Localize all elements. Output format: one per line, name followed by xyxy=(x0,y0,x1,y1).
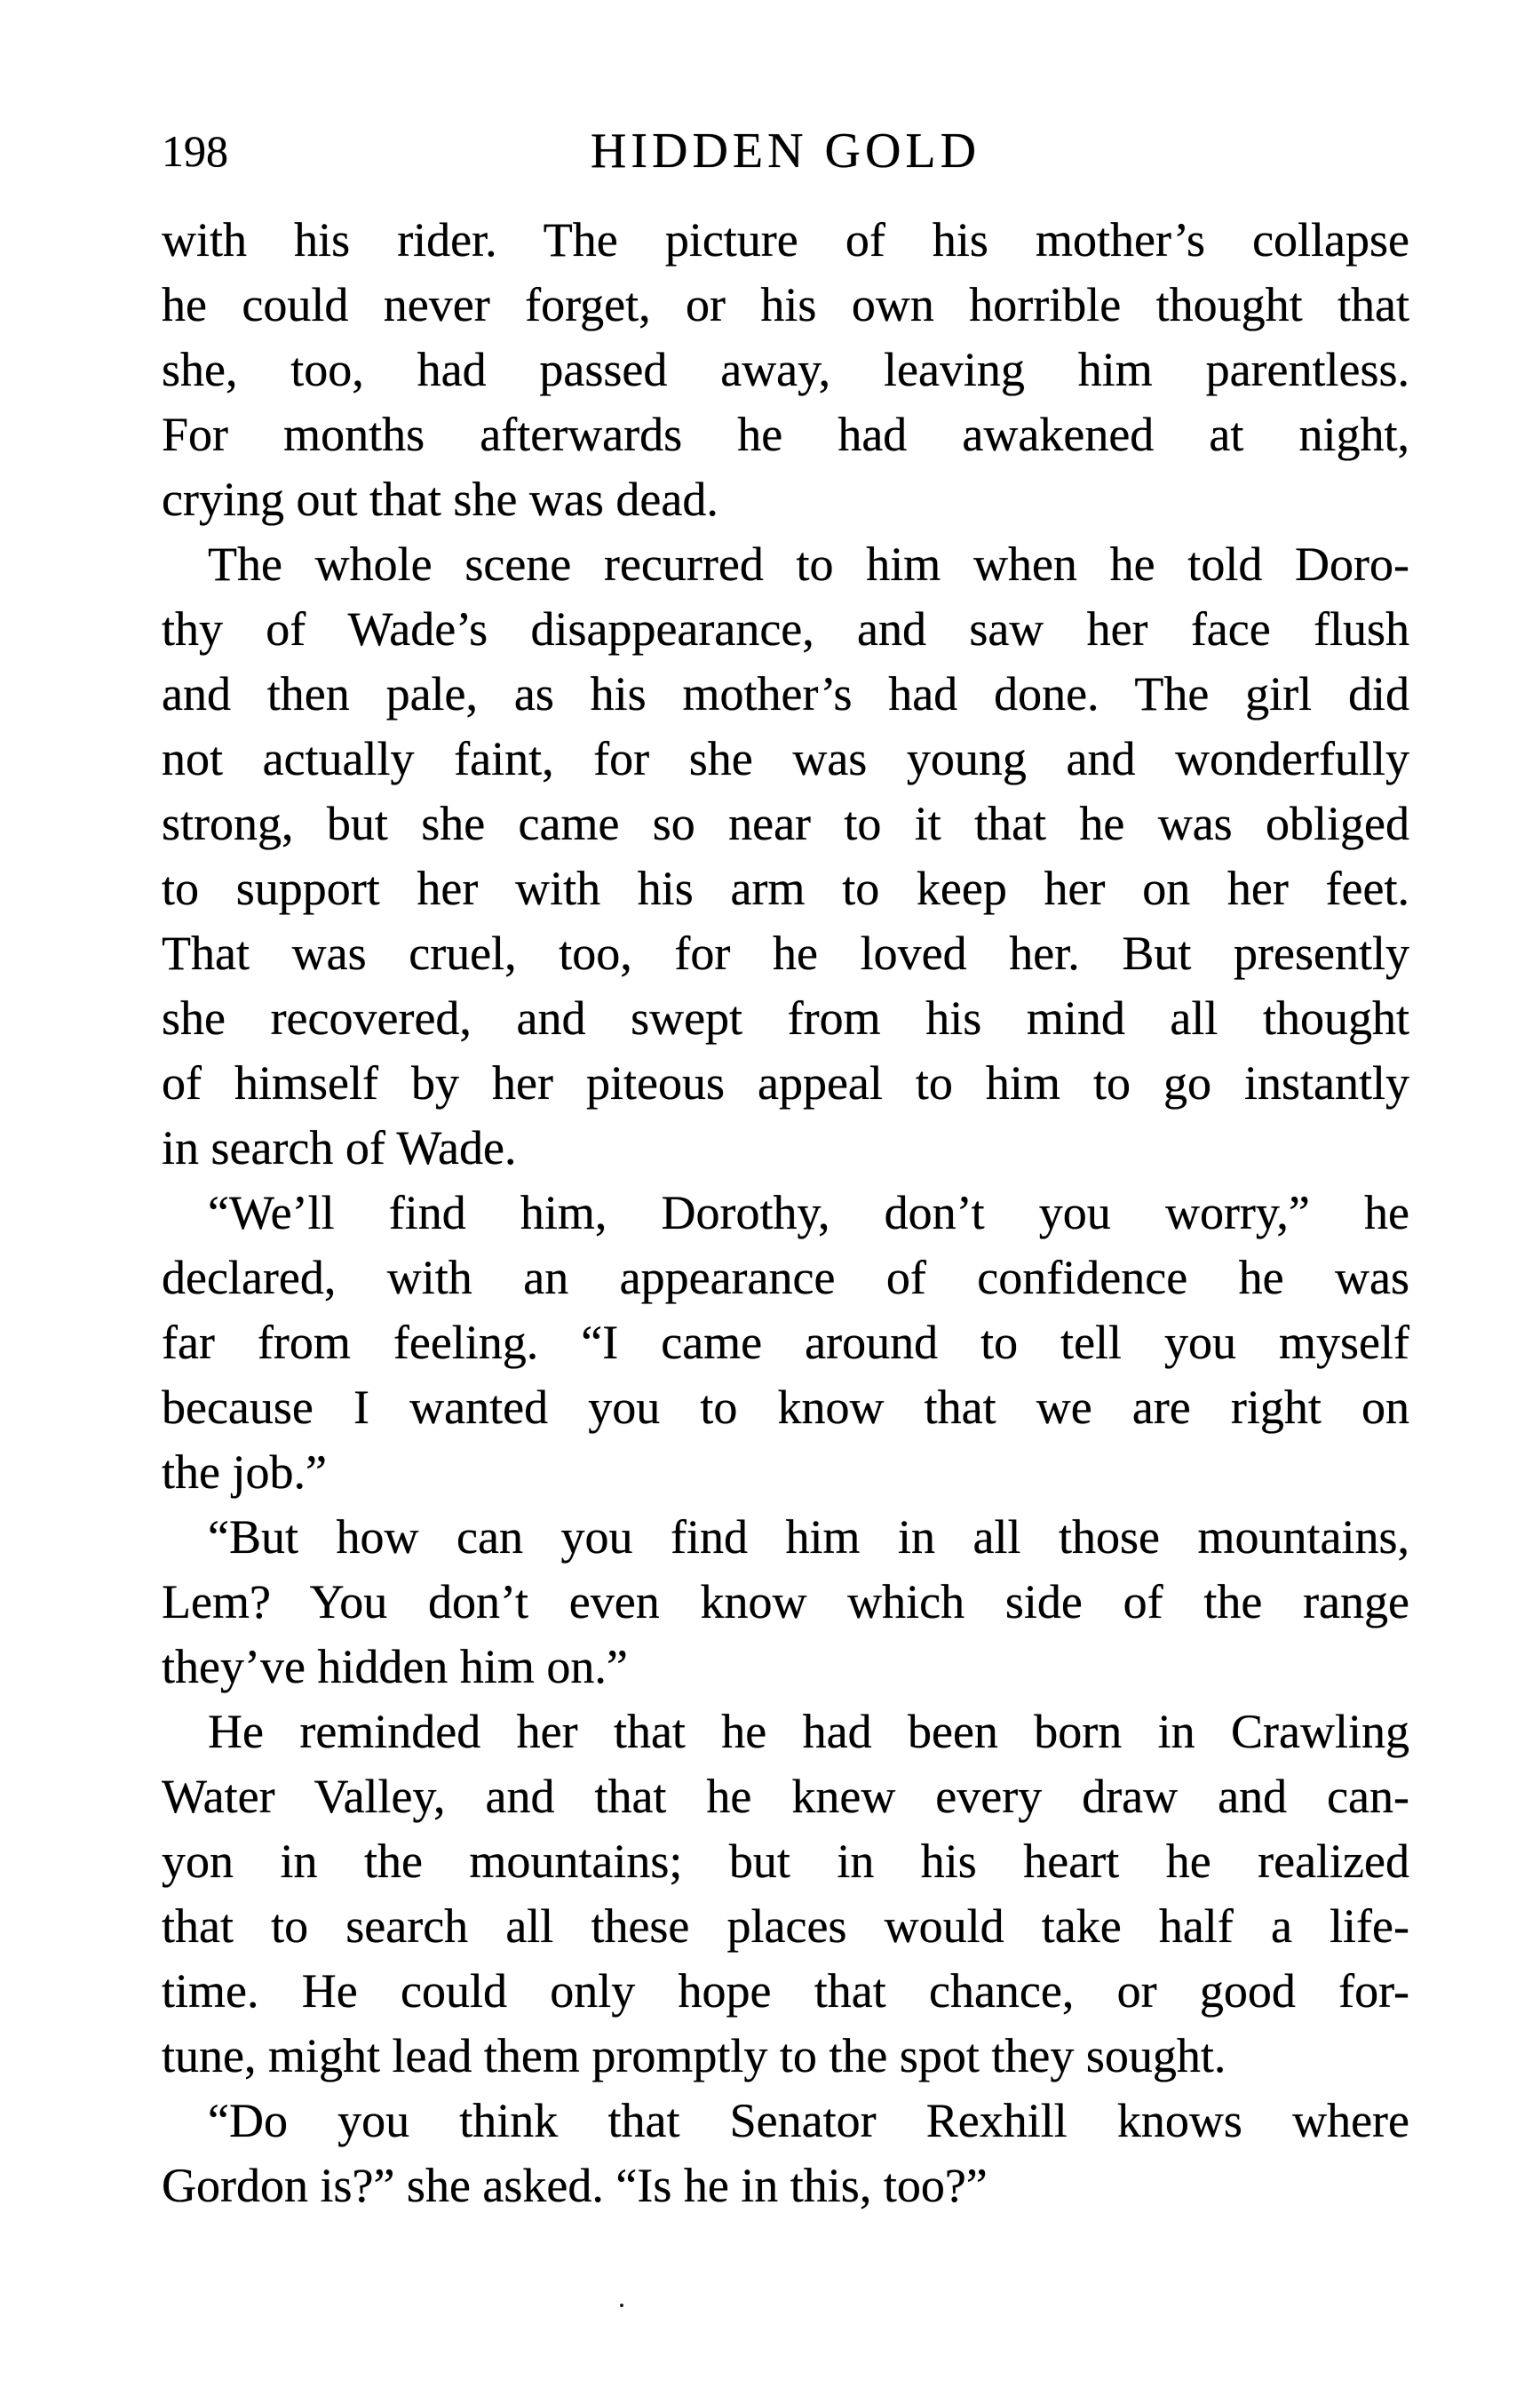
text-line: For months afterwards he had awakened at night, xyxy=(162,408,1409,461)
text-line: they’ve hidden him on.” xyxy=(162,1640,628,1693)
text-line: declared, with an appearance of confidence he was xyxy=(162,1251,1409,1304)
text-line: thy of Wade’s disappearance, and saw her face flush xyxy=(162,602,1409,656)
text-line: He reminded her that he had been born in Crawling xyxy=(208,1705,1409,1758)
text-line: crying out that she was dead. xyxy=(162,473,718,526)
text-block xyxy=(162,208,1409,2218)
text-line: far from feeling. “I came around to tell you myself xyxy=(162,1316,1409,1369)
text-line: that to search all these places would take half a life- xyxy=(162,1899,1409,1953)
text-line: The whole scene recurred to him when he told Doro- xyxy=(208,537,1409,591)
text-line: with his rider. The picture of his mother’s collapse xyxy=(162,213,1409,267)
text-line: tune, might lead them promptly to the spot they sought. xyxy=(162,2029,1226,2082)
text-line: he could never forget, or his own horrible thought that xyxy=(162,278,1409,331)
page-header xyxy=(162,123,1409,179)
text-line: not actually faint, for she was young and wonderfully xyxy=(162,732,1409,785)
text-line: Gordon is?” she asked. “Is he in this, too?” xyxy=(162,2159,988,2212)
text-line: to support her with his arm to keep her on her feet. xyxy=(162,862,1409,915)
scan-speckle-dot xyxy=(620,2304,623,2307)
text-line: of himself by her piteous appeal to him to go instantly xyxy=(162,1056,1409,1110)
text-line: she, too, had passed away, leaving him parentless. xyxy=(162,343,1409,396)
text-line: and then pale, as his mother’s had done. The girl did xyxy=(162,667,1409,720)
text-line: Water Valley, and that he knew every draw and can- xyxy=(162,1770,1409,1823)
text-line: “We’ll find him, Dorothy, don’t you worry,” he xyxy=(208,1186,1409,1239)
text-line: the job.” xyxy=(162,1445,327,1499)
text-line: strong, but she came so near to it that he was obliged xyxy=(162,797,1409,850)
text-line: That was cruel, too, for he loved her. But presently xyxy=(162,927,1409,980)
page-number: 198 xyxy=(162,126,228,176)
text-line: “But how can you find him in all those mountains, xyxy=(208,1510,1409,1564)
page-title: HIDDEN GOLD xyxy=(590,123,981,179)
text-line: “Do you think that Senator Rexhill knows where xyxy=(208,2094,1409,2147)
text-line: time. He could only hope that chance, or good for- xyxy=(162,1964,1409,2018)
text-line: she recovered, and swept from his mind all thought xyxy=(162,991,1409,1045)
text-line: Lem? You don’t even know which side of the range xyxy=(162,1575,1409,1628)
text-line: yon in the mountains; but in his heart he realized xyxy=(162,1835,1409,1888)
text-line: because I wanted you to know that we are right on xyxy=(162,1381,1409,1434)
text-line: in search of Wade. xyxy=(162,1121,517,1174)
